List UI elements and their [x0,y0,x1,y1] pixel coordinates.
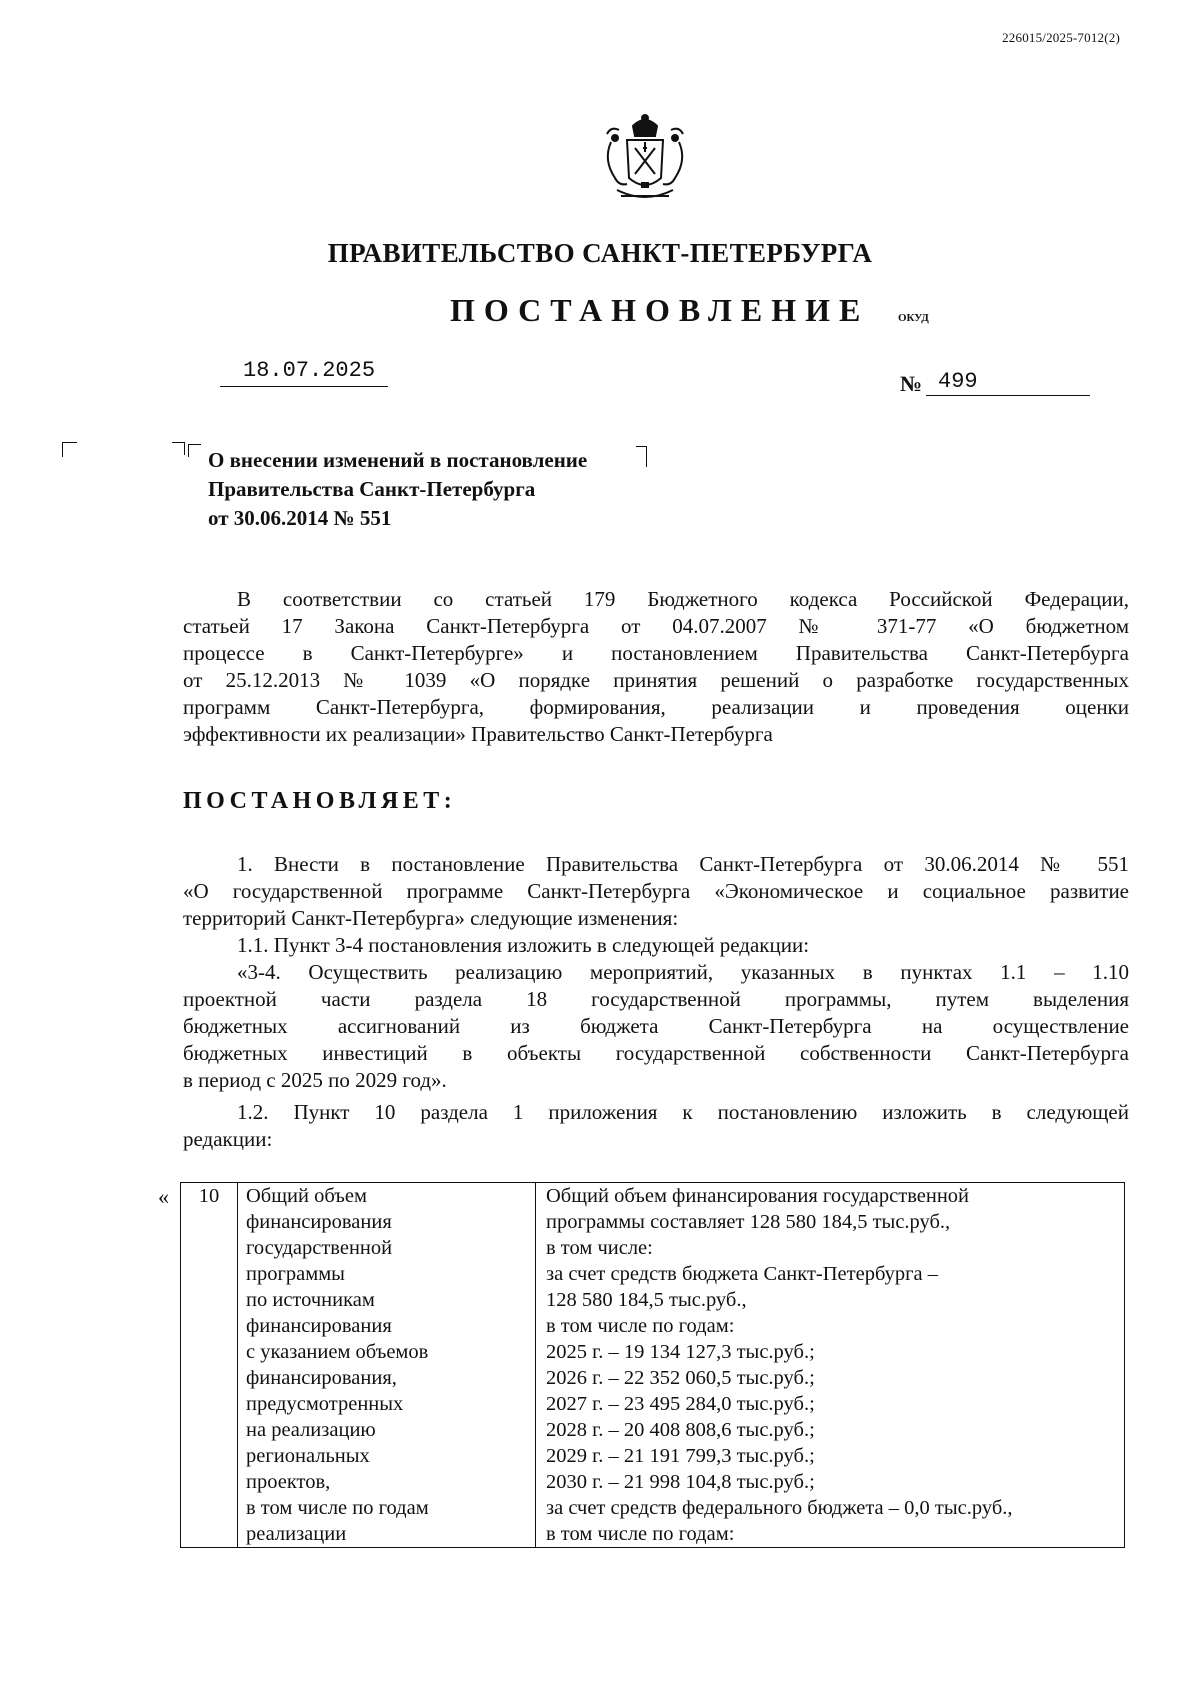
preamble-line: от 25.12.2013 № 1039 «О порядке принятия решений о разработке государственных [183,668,1129,692]
label-line: с указанием объемов [246,1341,429,1363]
subject-line: Правительства Санкт-Петербурга [208,477,536,501]
item-1-line: 1. Внести в постановление Правительства Санкт-Петербурга от 30.06.2014 № 551 [237,852,1129,876]
item-3-4-line: бюджетных ассигнований из бюджета Санкт-Петербурга на осуществление [183,1014,1129,1038]
document-date: 18.07.2025 [243,358,376,383]
value-line: в том числе: [546,1237,653,1259]
item-3-4-line: «3-4. Осуществить реализацию мероприятий, указанных в пунктах 1.1 – 1.10 [237,960,1129,984]
label-line: региональных [246,1445,370,1467]
document-number: 499 [938,369,978,394]
value-line: 2029 г. – 21 191 799,3 тыс.руб.; [546,1445,815,1467]
row-number: 10 [181,1183,238,1548]
item-1-line: «О государственной программе Санкт-Петербурга «Экономическое и социальное развитие [183,879,1129,903]
document-id: 226015/2025-7012(2) [1002,30,1120,45]
item-3-4-line: бюджетных инвестиций в объекты государственной собственности Санкт-Петербурга [183,1041,1129,1065]
organization-name: ПРАВИТЕЛЬСТВО САНКТ-ПЕТЕРБУРГА [327,238,873,268]
preamble-line: процессе в Санкт-Петербурге» и постановлением Правительства Санкт-Петербурга [183,641,1129,665]
value-line: 128 580 184,5 тыс.руб., [546,1289,747,1311]
label-line: финансирования [246,1211,392,1233]
corner-mark-icon [172,442,185,455]
item-1-2-line: 1.2. Пункт 10 раздела 1 приложения к постановлению изложить в следующей [237,1100,1129,1124]
item-1-line: территорий Санкт-Петербурга» следующие изменения: [183,906,679,930]
value-line: за счет средств федерального бюджета – 0,0 тыс.руб., [546,1497,1013,1519]
item-1-1: 1.1. Пункт 3-4 постановления изложить в следующей редакции: [237,933,810,957]
value-line: 2028 г. – 20 408 808,6 тыс.руб.; [546,1419,815,1441]
preamble-line: программ Санкт-Петербурга, формирования, реализации и проведения оценки [183,695,1129,719]
label-line: программы [246,1263,345,1285]
item-1-2-line: редакции: [183,1127,273,1151]
resolves-heading: ПОСТАНОВЛЯЕТ: [183,788,457,814]
value-line: 2025 г. – 19 134 127,3 тыс.руб.; [546,1341,815,1363]
document-type: ПОСТАНОВЛЕНИЕ [450,292,870,328]
subject-line: О внесении изменений в постановление [208,448,588,472]
value-line: в том числе по годам: [546,1315,735,1337]
label-line: предусмотренных [246,1393,404,1415]
row-value-cell [536,1183,1125,1548]
value-line: программы составляет 128 580 184,5 тыс.руб., [546,1211,951,1233]
corner-mark-icon [62,442,77,457]
value-line: 2027 г. – 23 495 284,0 тыс.руб.; [546,1393,815,1415]
corner-mark-icon [188,444,201,457]
label-line: по источникам [246,1289,375,1311]
okud-label: ОКУД [898,312,929,324]
label-line: проектов, [246,1471,331,1493]
label-line: финансирования [246,1315,392,1337]
preamble-line: В соответствии со статьей 179 Бюджетного кодекса Российской Федерации, [237,587,1129,611]
row-label-cell [238,1183,536,1548]
preamble-line: статьей 17 Закона Санкт-Петербурга от 04.07.2007 № 371-77 «О бюджетном [183,614,1129,638]
corner-mark-icon [636,446,647,467]
label-line: на реализацию [246,1419,376,1441]
value-line: 2026 г. – 22 352 060,5 тыс.руб.; [546,1367,815,1389]
label-line: финансирования, [246,1367,397,1389]
label-line: в том числе по годам [246,1497,429,1519]
label-line: государственной [246,1237,393,1259]
document-subject [208,446,587,533]
number-label: № [900,371,923,396]
item-3-4-line: в период с 2025 по 2029 год». [183,1068,447,1092]
value-line: в том числе по годам: [546,1523,735,1545]
label-line: Общий объем [246,1185,367,1207]
item-3-4-line: проектной части раздела 18 государственной программы, путем выделения [183,987,1129,1011]
value-line: 2030 г. – 21 998 104,8 тыс.руб.; [546,1471,815,1493]
table-row [181,1183,1125,1548]
value-line: Общий объем финансирования государственной [546,1185,970,1207]
value-line: за счет средств бюджета Санкт-Петербурга – [546,1263,938,1285]
quote-mark: « [158,1184,169,1209]
label-line: реализации [246,1523,347,1545]
financing-table [180,1182,1125,1548]
subject-line: от 30.06.2014 № 551 [208,506,392,530]
coat-of-arms-icon [597,112,693,208]
preamble-line: эффективности их реализации» Правительство Санкт-Петербурга [183,722,773,746]
